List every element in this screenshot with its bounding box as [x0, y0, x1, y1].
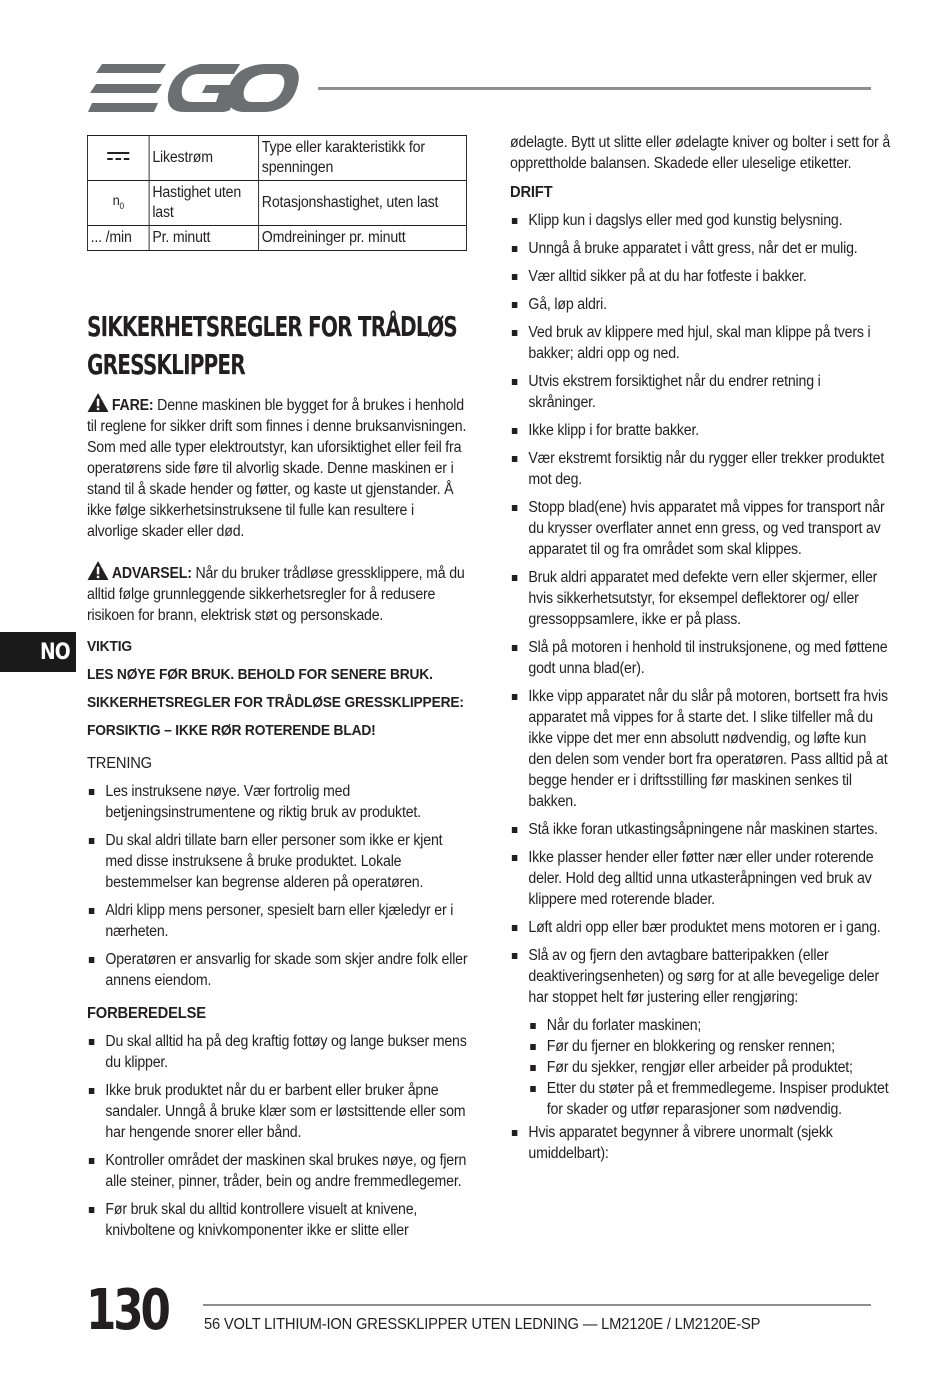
list-item: Bruk aldri apparatet med defekte vern eller skjermer, eller hvis sikkerhetsutstyr, for eksempel deflektorer og/ eller gressoppsamlere, ikke er på plass.: [510, 567, 891, 630]
sub-list: [528, 1015, 890, 1120]
footer-text: 56 VOLT LITHIUM-ION GRESSKLIPPER UTEN LEDNING — LM2120E / LM2120E-SP: [204, 1316, 761, 1333]
list-item: [510, 945, 891, 1120]
list-item: Gå, løp aldri.: [510, 294, 891, 315]
danger-text: Denne maskinen ble bygget for å brukes i henhold til reglene for sikker drift som finnes i denne bruksanvisningen. Som med alle typer elektroutstyr, kan uforsiktighet eller feil fra operatørens side føre til alvorlig skade. Denne maskinen er i stand til å skade hender og føtter, og kaste ut gjenstander. Å ikke følge sikkerhetsinstruksene til fulle kan resultere i alvorlige skader eller død.: [87, 397, 467, 540]
table-row: [87, 181, 466, 226]
battery-instruction: Slå av og fjern den avtagbare batteripakken (eller deaktiveringsenheten) og sørg for at alle bevegelige deler har stoppet helt før justering eller rengjøring:: [528, 947, 880, 1006]
operation-heading: DRIFT: [510, 184, 553, 201]
danger-label: FARE:: [111, 397, 154, 414]
term-cell: Hastighet uten last: [149, 181, 258, 226]
warning-triangle-icon: [87, 561, 109, 580]
meaning-cell: Type eller karakteristikk for spenningen: [259, 136, 467, 181]
sub-list-item: Før du sjekker, rengjør eller arbeider på produktet;: [528, 1057, 890, 1078]
symbol-cell: ... /min: [87, 226, 149, 251]
danger-paragraph: [87, 393, 468, 542]
warning-text: Når du bruker trådløse gressklippere, må du alltid følge grunnleggende sikkerhetsregler for å redusere risikoen for brann, elektrisk støt og personskade.: [87, 565, 465, 624]
ego-logo: [88, 64, 300, 112]
sub-list-item: Før du fjerner en blokkering og rensker rennen;: [528, 1036, 890, 1057]
warning-paragraph: [87, 561, 468, 626]
list-item: Vær alltid sikker på at du har fotfeste i bakker.: [510, 266, 891, 287]
list-item: Les instruksene nøye. Vær fortrolig med betjeningsinstrumentene og riktig bruk av produktet.: [87, 781, 468, 823]
list-item: Før bruk skal du alltid kontrollere visuelt at knivene, knivboltene og knivkomponenter ikke er slitte eller: [87, 1199, 468, 1241]
training-heading: TRENING: [87, 755, 152, 772]
list-item: Du skal alltid ha på deg kraftig fottøy og lange bukser mens du klipper.: [87, 1031, 468, 1073]
list-item: Unngå å bruke apparatet i vått gress, når det er mulig.: [510, 238, 891, 259]
list-item: Operatøren er ansvarlig for skade som skjer andre folk eller annens eiendom.: [87, 949, 468, 991]
meaning-cell: Omdreininger pr. minutt: [259, 226, 467, 251]
list-item: Stå ikke foran utkastingsåpningene når maskinen startes.: [510, 819, 891, 840]
list-item: Ved bruk av klippere med hjul, skal man klippe på tvers i bakker; aldri opp og ned.: [510, 322, 891, 364]
continuation-text: ødelagte. Bytt ut slitte eller ødelagte kniver og bolter i sett for å opprettholde balansen. Skadede eller uleselige etiketter.: [510, 134, 891, 172]
page-number: 130: [86, 1278, 168, 1343]
list-item: Kontroller området der maskinen skal brukes nøye, og fjern alle steiner, pinner, tråder, bein og andre fremmedlegemer.: [87, 1150, 468, 1192]
list-item: Løft aldri opp eller bær produktet mens motoren er i gang.: [510, 917, 891, 938]
meaning-cell: Rotasjonshastighet, uten last: [259, 181, 467, 226]
list-item: Hvis apparatet begynner å vibrere unormalt (sjekk umiddelbart):: [510, 1122, 891, 1164]
important-heading: VIKTIG: [87, 638, 132, 655]
list-item: Vær ekstremt forsiktig når du rygger eller trekker produktet mot deg.: [510, 448, 891, 490]
direct-current-icon: [107, 152, 129, 162]
header-rule: [318, 87, 871, 90]
list-item: Ikke klipp i for bratte bakker.: [510, 420, 891, 441]
page-title: SIKKERHETSREGLER FOR TRÅDLØS GRESSKLIPPER: [87, 310, 457, 381]
important-line-2: SIKKERHETSREGLER FOR TRÅDLØSE GRESSKLIPPERE:: [87, 694, 464, 711]
list-item: Ikke bruk produktet når du er barbent eller bruker åpne sandaler. Unngå å bruke klær som er løstsittende eller som har hengende snorer eller bånd.: [87, 1080, 468, 1143]
list-item: Klipp kun i dagslys eller med god kunstig belysning.: [510, 210, 891, 231]
language-tab-label: NO: [40, 640, 70, 665]
symbol-cell: [87, 136, 149, 181]
warning-triangle-icon: [87, 393, 109, 412]
list-item: Ikke plasser hender eller føtter nær eller under roterende deler. Hold deg alltid unna utkasteråpningen ved bruk av klippere med roterende blader.: [510, 847, 891, 910]
list-item: Ikke vipp apparatet når du slår på motoren, bortsett fra hvis apparatet må vippes for å starte det. I slike tilfeller må du ikke vippe det mer enn absolutt nødvendig, og løfte kun den delen som vender bort fra operatøren. Pass alltid på at begge hender er i driftsstilling før maskinen senkes til bakken.: [510, 686, 891, 812]
operation-list: [510, 210, 891, 1164]
important-line-1: LES NØYE FØR BRUK. BEHOLD FOR SENERE BRUK.: [87, 666, 433, 683]
training-list: [87, 781, 468, 991]
term-cell: Pr. minutt: [149, 226, 258, 251]
left-column: [87, 132, 468, 1248]
list-item: Aldri klipp mens personer, spesielt barn eller kjæledyr er i nærheten.: [87, 900, 468, 942]
sub-list-item: Når du forlater maskinen;: [528, 1015, 890, 1036]
list-item: Stopp blad(ene) hvis apparatet må vippes for transport når du krysser overflater annet enn gress, og ved transport av apparatet til og fra området som skal klippes.: [510, 497, 891, 560]
symbol-table: [87, 135, 467, 251]
sub-list-item: Etter du støter på et fremmedlegeme. Inspiser produktet for skader og utfør reparasjoner som nødvendig.: [528, 1078, 890, 1120]
footer-rule: [203, 1304, 871, 1306]
right-column: [510, 132, 891, 1171]
list-item: Utvis ekstrem forsiktighet når du endrer retning i skråninger.: [510, 371, 891, 413]
symbol-cell: $n_0$: [87, 181, 149, 226]
preparation-heading: FORBEREDELSE: [87, 1005, 206, 1022]
preparation-list: [87, 1031, 468, 1241]
list-item: Du skal aldri tillate barn eller personer som ikke er kjent med disse instruksene å bruke produktet. Lokale bestemmelser kan begrense alderen på operatøren.: [87, 830, 468, 893]
important-line-3: FORSIKTIG – IKKE RØR ROTERENDE BLAD!: [87, 722, 376, 739]
language-tab: [0, 632, 76, 672]
list-item: Slå på motoren i henhold til instruksjonene, og med føttene godt unna blad(er).: [510, 637, 891, 679]
table-row: [87, 226, 466, 251]
term-cell: Likestrøm: [149, 136, 258, 181]
table-row: [87, 136, 466, 181]
warning-label: ADVARSEL:: [111, 565, 192, 582]
